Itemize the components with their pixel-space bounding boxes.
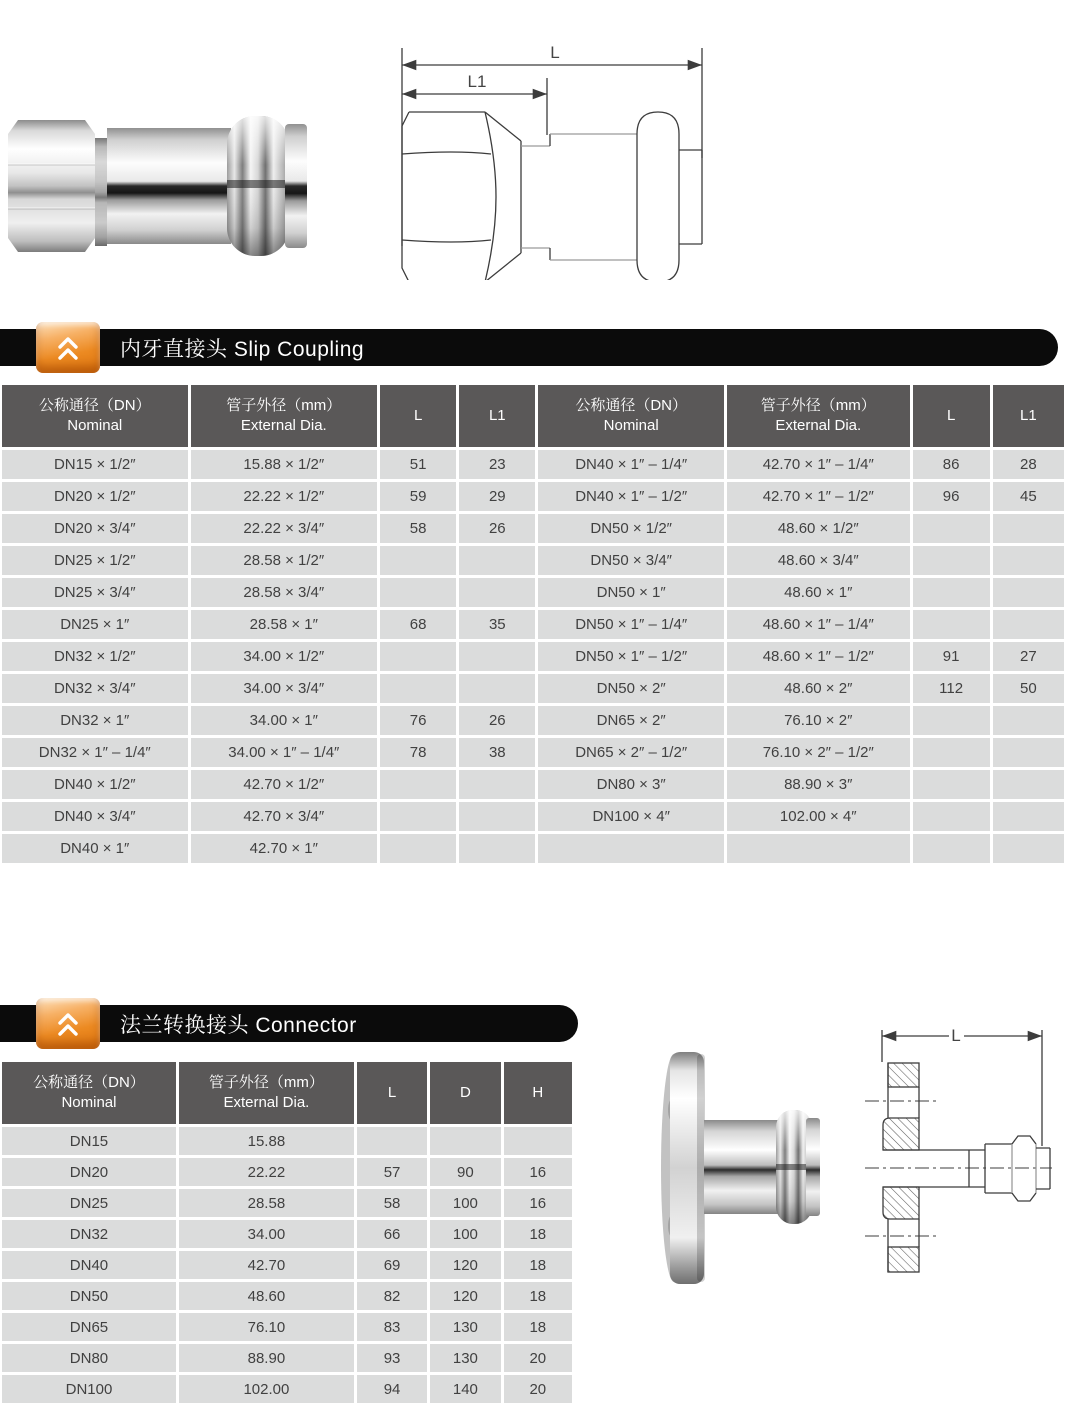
table-cell: 130 [430,1344,500,1372]
table-cell [913,546,990,575]
table-cell: 18 [504,1251,572,1279]
table-row [2,802,1064,831]
table-row [2,1189,572,1217]
table-cell: 91 [913,642,990,671]
table-cell: 48.60 × 2″ [727,674,910,703]
table-cell: 26 [459,514,535,543]
table-cell [993,802,1064,831]
table-cell: 28 [993,450,1064,479]
table-row [2,514,1064,543]
table-cell: 88.90 [179,1344,354,1372]
col-header-l: L [913,385,990,447]
table-cell: 15.88 × 1/2″ [191,450,378,479]
table-cell [459,834,535,863]
table-cell: 35 [459,610,535,639]
table-cell: 102.00 [179,1375,354,1403]
table-cell: 18 [504,1313,572,1341]
table-cell: 26 [459,706,535,735]
table-cell: 27 [993,642,1064,671]
table-row [2,1251,572,1279]
col-header-l: L [380,385,456,447]
table-cell [913,834,990,863]
double-chevron-up-icon [53,1008,83,1040]
table-cell: 120 [430,1282,500,1310]
dim-label-L: L [951,1026,961,1045]
table-cell [993,738,1064,767]
table-cell: 76 [380,706,456,735]
table-cell: 78 [380,738,456,767]
table-cell: DN50 × 3/4″ [538,546,724,575]
table-cell: DN65 × 2″ [538,706,724,735]
table-cell [459,802,535,831]
table-cell: 22.22 [179,1158,354,1186]
table-cell [913,738,990,767]
table-cell: 42.70 × 1″ [191,834,378,863]
table-cell [538,834,724,863]
table-cell: DN80 [2,1344,176,1372]
table-cell: 140 [430,1375,500,1403]
table-cell: 48.60 × 1″ [727,578,910,607]
table-row [2,738,1064,767]
col-header-l: L [357,1062,427,1124]
table-cell [993,578,1064,607]
table-cell: 16 [504,1158,572,1186]
table-cell: DN32 [2,1220,176,1248]
table-row [2,674,1064,703]
dim-label-L: L [550,43,560,62]
table-cell: 68 [380,610,456,639]
table-cell: DN40 × 1″ – 1/2″ [538,482,724,511]
table-cell [380,802,456,831]
table-cell [993,546,1064,575]
table-cell [913,706,990,735]
table-cell: 112 [913,674,990,703]
connector-drawing [852,1022,1066,1290]
table-cell: DN32 × 1/2″ [2,642,188,671]
section-header-slip-coupling [0,329,1058,366]
table-cell [380,834,456,863]
table-cell: 34.00 × 1″ [191,706,378,735]
table-cell: DN50 × 2″ [538,674,724,703]
col-header-h: H [504,1062,572,1124]
table-cell: 96 [913,482,990,511]
table-cell: DN15 [2,1127,176,1155]
table-cell: DN50 [2,1282,176,1310]
table-cell: 66 [357,1220,427,1248]
table-header-row [2,1062,572,1124]
section-title: 法兰转换接头 Connector [120,1013,357,1037]
table-cell: 100 [430,1189,500,1217]
table-cell [430,1127,500,1155]
table-cell [380,642,456,671]
table-cell [913,578,990,607]
table-cell: 20 [504,1344,572,1372]
slip-coupling-drawing [395,38,710,280]
table-row [2,642,1064,671]
table-header-row [2,385,1064,447]
col-header-external-dia: 管子外径（mm） External Dia. [191,385,378,447]
table-cell: DN40 × 1″ [2,834,188,863]
table-row [2,834,1064,863]
col-header-l1: L1 [993,385,1064,447]
table-cell: 93 [357,1344,427,1372]
table-cell: 88.90 × 3″ [727,770,910,799]
table-cell: 22.22 × 3/4″ [191,514,378,543]
table-cell: DN100 [2,1375,176,1403]
table-row [2,450,1064,479]
table-cell [459,674,535,703]
table-cell [380,546,456,575]
connector-photo [650,1048,822,1288]
table-cell: 28.58 × 1″ [191,610,378,639]
table-cell: 58 [380,514,456,543]
table-cell: DN20 × 1/2″ [2,482,188,511]
table-cell: 18 [504,1282,572,1310]
table-cell: 130 [430,1313,500,1341]
table-cell: 28.58 [179,1189,354,1217]
table-cell [459,578,535,607]
table-cell: DN25 [2,1189,176,1217]
table-cell: 48.60 × 3/4″ [727,546,910,575]
section-badge [36,322,100,373]
table-cell: 34.00 × 1/2″ [191,642,378,671]
table-cell [357,1127,427,1155]
table-cell: 42.70 × 1/2″ [191,770,378,799]
col-header-d: D [430,1062,500,1124]
table-cell: 86 [913,450,990,479]
section-header-connector [0,1005,578,1042]
table-cell: DN25 × 3/4″ [2,578,188,607]
table-cell [380,770,456,799]
table-cell [913,770,990,799]
table-cell: 42.70 × 1″ – 1/4″ [727,450,910,479]
table-cell: DN15 × 1/2″ [2,450,188,479]
table-cell: 83 [357,1313,427,1341]
table-cell: 18 [504,1220,572,1248]
table-cell: 76.10 [179,1313,354,1341]
col-header-nominal: 公称通径（DN） Nominal [2,385,188,447]
table-cell: DN40 × 1″ – 1/4″ [538,450,724,479]
table-row [2,578,1064,607]
table-cell [993,770,1064,799]
table-cell: 120 [430,1251,500,1279]
table-cell: DN65 [2,1313,176,1341]
table-cell: 76.10 × 2″ – 1/2″ [727,738,910,767]
table-cell [913,610,990,639]
table-cell [993,706,1064,735]
table-cell: DN65 × 2″ – 1/2″ [538,738,724,767]
table-row [2,1344,572,1372]
table-cell: 50 [993,674,1064,703]
table-cell: 69 [357,1251,427,1279]
table-cell [380,578,456,607]
table-cell: DN25 × 1″ [2,610,188,639]
col-header-external-dia: 管子外径（mm） External Dia. [179,1062,354,1124]
double-chevron-up-icon [53,332,83,364]
table-cell: 28.58 × 3/4″ [191,578,378,607]
table-cell: 16 [504,1189,572,1217]
table-cell: 51 [380,450,456,479]
table-row [2,770,1064,799]
table-cell: 34.00 [179,1220,354,1248]
table-body [2,1127,572,1403]
col-header-nominal: 公称通径（DN） Nominal [2,1062,176,1124]
table-cell: 38 [459,738,535,767]
table-cell: 48.60 × 1″ – 1/4″ [727,610,910,639]
table-cell: 28.58 × 1/2″ [191,546,378,575]
col-header-l1: L1 [459,385,535,447]
table-row [2,1313,572,1341]
table-cell: DN40 [2,1251,176,1279]
table-cell: 45 [993,482,1064,511]
table-cell: DN32 × 1″ [2,706,188,735]
table-cell: DN20 × 3/4″ [2,514,188,543]
table-cell: 22.22 × 1/2″ [191,482,378,511]
table-cell: 34.00 × 1″ – 1/4″ [191,738,378,767]
table-cell [459,642,535,671]
table-cell [504,1127,572,1155]
table-cell [993,610,1064,639]
table-cell [993,514,1064,543]
table-cell: 58 [357,1189,427,1217]
table-cell: 34.00 × 3/4″ [191,674,378,703]
table-row [2,1375,572,1403]
table-row [2,1127,572,1155]
table-cell: 20 [504,1375,572,1403]
table-row [2,546,1064,575]
table-row [2,610,1064,639]
table-cell: DN32 × 3/4″ [2,674,188,703]
section-badge [36,998,100,1049]
section-title: 内牙直接头 Slip Coupling [120,337,365,361]
table-cell: DN50 × 1/2″ [538,514,724,543]
table-body [2,450,1064,863]
table-cell [913,802,990,831]
dim-label-L1: L1 [467,72,487,91]
slip-coupling-photo [5,112,310,260]
table-cell: 15.88 [179,1127,354,1155]
table-cell: 42.70 × 1″ – 1/2″ [727,482,910,511]
table-cell [459,770,535,799]
table-cell: 48.60 × 1/2″ [727,514,910,543]
table-cell: 76.10 × 2″ [727,706,910,735]
table-row [2,482,1064,511]
table-cell [913,514,990,543]
table-cell: DN40 × 1/2″ [2,770,188,799]
table-cell [993,834,1064,863]
table-cell: DN50 × 1″ – 1/4″ [538,610,724,639]
table-cell [459,546,535,575]
table-cell: DN32 × 1″ – 1/4″ [2,738,188,767]
table-row [2,1282,572,1310]
table-cell: 48.60 [179,1282,354,1310]
table-cell: 29 [459,482,535,511]
table-cell: 48.60 × 1″ – 1/2″ [727,642,910,671]
table-cell: DN25 × 1/2″ [2,546,188,575]
table-cell: 94 [357,1375,427,1403]
table-cell [727,834,910,863]
table-cell: DN50 × 1″ – 1/2″ [538,642,724,671]
table-row [2,1220,572,1248]
table-cell: DN80 × 3″ [538,770,724,799]
table-cell: 100 [430,1220,500,1248]
table-cell: 42.70 [179,1251,354,1279]
table-row [2,706,1064,735]
slip-coupling-table [2,385,1064,866]
table-cell: DN100 × 4″ [538,802,724,831]
connector-table [2,1062,572,1406]
table-cell: 90 [430,1158,500,1186]
table-cell: 102.00 × 4″ [727,802,910,831]
table-cell: 42.70 × 3/4″ [191,802,378,831]
table-cell: DN20 [2,1158,176,1186]
table-cell: 59 [380,482,456,511]
col-header-external-dia: 管子外径（mm） External Dia. [727,385,910,447]
table-cell: 57 [357,1158,427,1186]
table-cell: DN50 × 1″ [538,578,724,607]
col-header-nominal: 公称通径（DN） Nominal [538,385,724,447]
table-cell [380,674,456,703]
table-cell: 23 [459,450,535,479]
table-cell: 82 [357,1282,427,1310]
table-row [2,1158,572,1186]
table-cell: DN40 × 3/4″ [2,802,188,831]
